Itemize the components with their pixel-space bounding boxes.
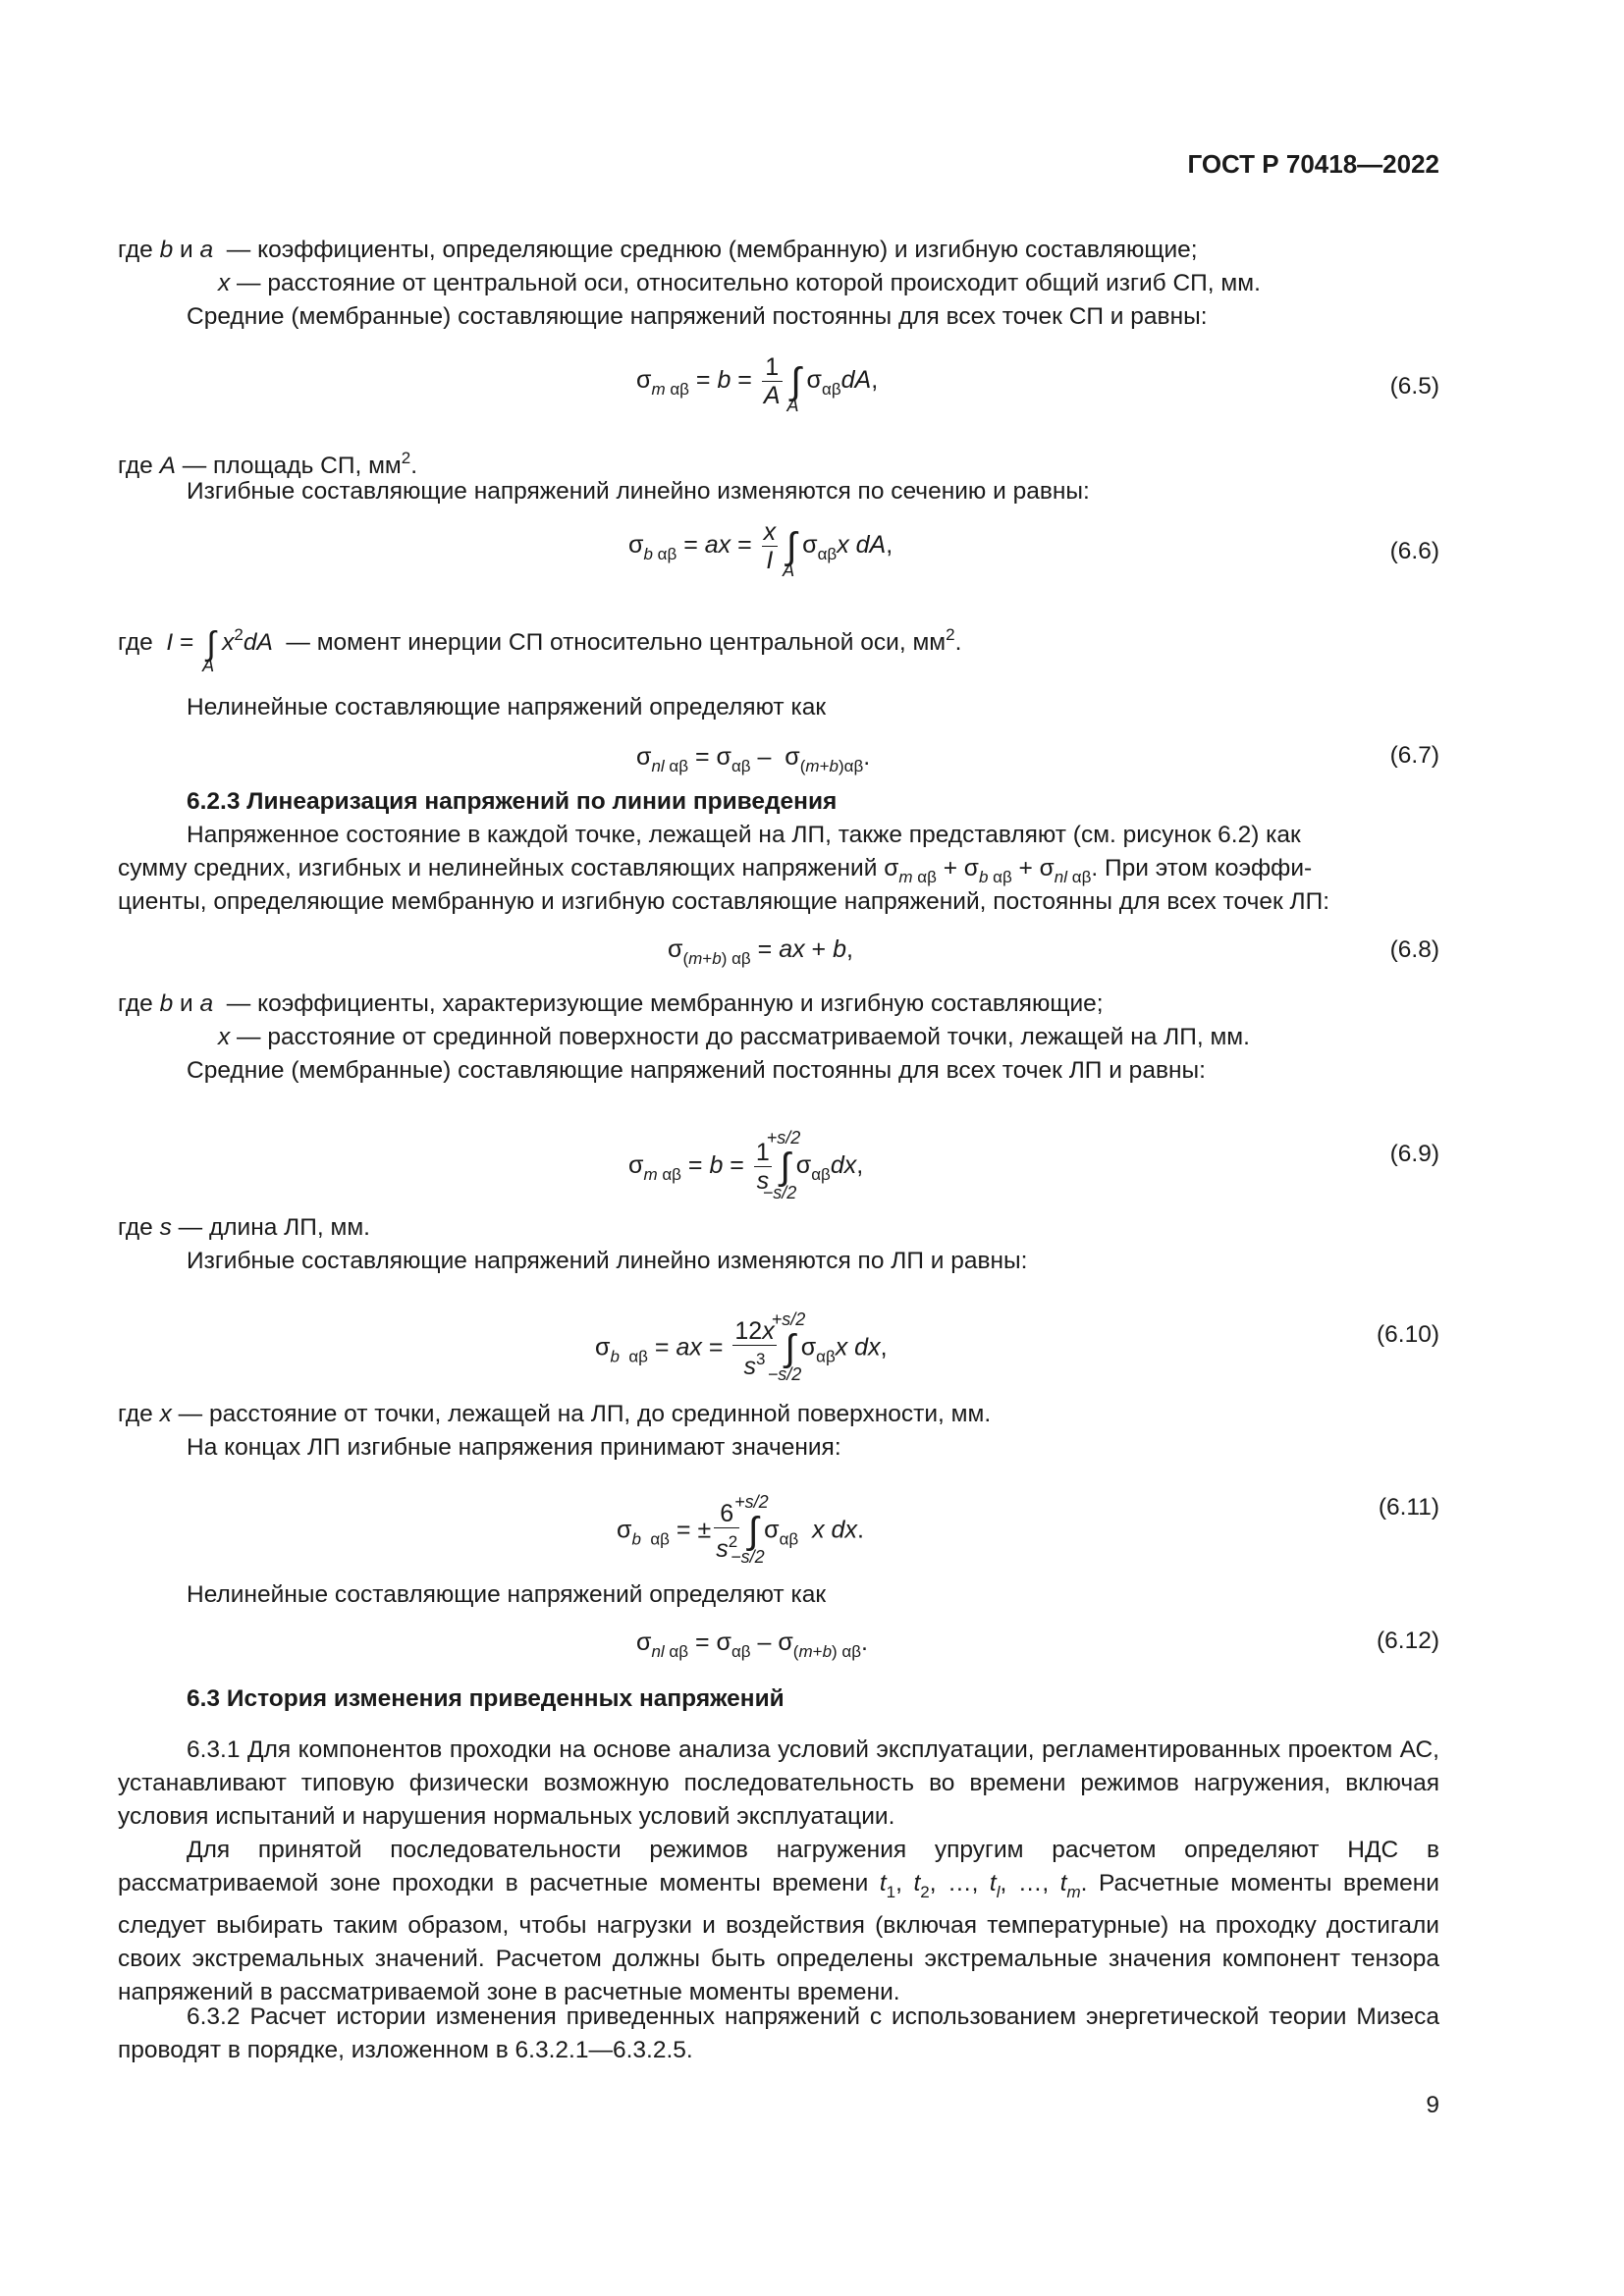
equation-number: (6.8) xyxy=(1389,936,1439,963)
paragraph-6-3-2: 6.3.2 Расчет истории изменения приведенных напряжений с использованием энергетической теории Мизеса проводят в порядке, изложенном в 6.3.2.1—6.3.2.5. xyxy=(118,2003,1439,2063)
standard-header: ГОСТ Р 70418—2022 xyxy=(1187,149,1439,179)
equation-number: (6.6) xyxy=(1389,538,1439,564)
page-number: 9 xyxy=(1426,2092,1439,2118)
paragraph: Нелинейные составляющие напряжений определяют как xyxy=(187,694,827,721)
where-A-text: где A — площадь СП, $мм^2$. xyxy=(118,449,418,479)
paragraph-sum: сумму средних, изгибных и нелинейных составляющих напряжений $\sigma_{m \alpha\beta} + \sigma_{b \alpha\beta} + \sigma_{nl \alpha\beta}$. При этом коэффи- xyxy=(118,855,1313,886)
formula-6-12: $\sigma_{nl \alpha\beta} = \sigma_{\alpha\beta} - \sigma_{(m+b) \alpha\beta}$. xyxy=(636,1629,868,1661)
paragraph-6-3-1-b: Для принятой последовательности режимов нагружения упругим расчетом определяют НДС в рассматриваемой зоне проходки в расчетные моменты времени $t_1$, $t_2$, …, $t_l$, …, $t_m$. Расчетные моменты времени следует выбирать таким образом, чтобы нагрузки и воздействия (включая температурные) на проходку достигали своих экстремальных значений. Расчетом должны быть определены экстремальные значения компонент тензора напряжений в рассматриваемой зоне в расчетные моменты времени. xyxy=(118,1837,1439,2005)
paragraph: Средние (мембранные) составляющие напряжений постоянны для всех точек ЛП и равны: xyxy=(187,1057,1206,1084)
paragraph: Изгибные составляющие напряжений линейно изменяются по ЛП и равны: xyxy=(187,1248,1028,1274)
formula-6-7: $\sigma_{nl \alpha\beta} = \sigma_{\alpha\beta} - \sigma_{(m+b)\alpha\beta}$. xyxy=(636,743,871,775)
paragraph: Средние (мембранные) составляющие напряжений постоянны для всех точек СП и равны: xyxy=(187,303,1208,330)
formula-6-5: $\sigma_{m \alpha\beta} = b$ = $\frac{1}{A}$ ∫ A $\sigma_{\alpha\beta}dA$, xyxy=(636,353,879,415)
section-heading-6-3: 6.3 История изменения приведенных напряжений xyxy=(187,1685,785,1712)
where-x-text-3: где x — расстояние от точки, лежащей на ЛП, до срединной поверхности, мм. xyxy=(118,1401,992,1427)
formula-6-9: $\sigma_{m \alpha\beta} = b$ = $\frac{1}{s}$ ∫ +s/2 −s/2 $\sigma_{\alpha\beta}dx$, xyxy=(628,1127,864,1202)
equation-number: (6.5) xyxy=(1389,373,1439,400)
equation-number: (6.12) xyxy=(1376,1628,1439,1654)
where-b-a-text-2: где b и a — коэффициенты, характеризующие мембранную и изгибную составляющие; xyxy=(118,990,1104,1017)
sum-text: сумму средних, изгибных и нелинейных составляющих напряжений xyxy=(118,855,878,881)
equation-number: (6.11) xyxy=(1378,1494,1439,1521)
equation-number: (6.9) xyxy=(1389,1141,1439,1167)
paragraph: Нелинейные составляющие напряжений определяют как xyxy=(187,1581,827,1608)
where-x-text-2: x — расстояние от срединной поверхности до рассматриваемой точки, лежащей на ЛП, мм. xyxy=(218,1024,1250,1050)
equation-number: (6.10) xyxy=(1376,1321,1439,1348)
paragraph-6-3-1: 6.3.1 Для компонентов проходки на основе анализа условий эксплуатации, регламентированных проектом АС, устанавливают типовую физически возможную последовательность во времени режимов нагружения, включая условия испытаний и нарушения нормальных условий эксплуатации. xyxy=(118,1736,1439,1830)
paragraph: Напряженное состояние в каждой точке, лежащей на ЛП, также представляют (см. рисунок 6.2) как xyxy=(187,822,1301,848)
where-x-text: x — расстояние от центральной оси, относительно которой происходит общий изгиб СП, мм. xyxy=(218,270,1261,296)
paragraph: циенты, определяющие мембранную и изгибную составляющие напряжений, постоянны для всех точек ЛП: xyxy=(118,888,1329,915)
where-I-text: где I = ∫ A $x^2dA$ — момент инерции СП относительно центральной оси, $мм^2$. xyxy=(118,624,962,675)
text-fragment: Для принятой последовательности режимов нагружения упругим расчетом определяют НДС в рассматриваемой зоне проходки в расчетные моменты времени xyxy=(118,1837,1439,1896)
paragraph: На концах ЛП изгибные напряжения принимают значения: xyxy=(187,1434,841,1461)
section-heading-6-2-3: 6.2.3 Линеаризация напряжений по линии приведения xyxy=(187,788,838,815)
equation-number: (6.7) xyxy=(1389,742,1439,769)
formula-6-11: $\sigma_{b \alpha\beta}$ = ± $\frac{6}{s^2}$ ∫ +s/2 −s/2 $\sigma_{\alpha\beta}$ x dx. xyxy=(617,1492,864,1567)
formula-6-10: $\sigma_{b \alpha\beta}$ = ax = $\frac{12x}{s^3}$ ∫ +s/2 −s/2 $\sigma_{\alpha\beta}x$ dx, xyxy=(595,1309,888,1384)
sum-text-end: . При этом коэффи- xyxy=(1091,855,1313,881)
formula-6-8: $\sigma_{(m+b) \alpha\beta}$ = ax + b, xyxy=(668,935,853,968)
where-s-text: где s — длина ЛП, мм. xyxy=(118,1214,370,1241)
paragraph: Изгибные составляющие напряжений линейно изменяются по сечению и равны: xyxy=(187,478,1090,505)
where-b-a-text: где b и a — коэффициенты, определяющие среднюю (мембранную) и изгибную составляющие; xyxy=(118,237,1198,263)
text-fragment: . Расчетные моменты времени следует выбирать таким образом, чтобы нагрузки и воздействия (включая температурные) на проходку достигали своих экстремальных значений. Расчетом должны быть определены экстремальные значения компонент тензора напряжений в рассматриваемой зоне в расчетные моменты времени. xyxy=(118,1870,1439,2005)
formula-6-6: $\sigma_{b \alpha\beta}$ = ax = $\frac{x}{I}$ ∫ A $\sigma_{\alpha\beta}x$ dA, xyxy=(628,518,893,580)
